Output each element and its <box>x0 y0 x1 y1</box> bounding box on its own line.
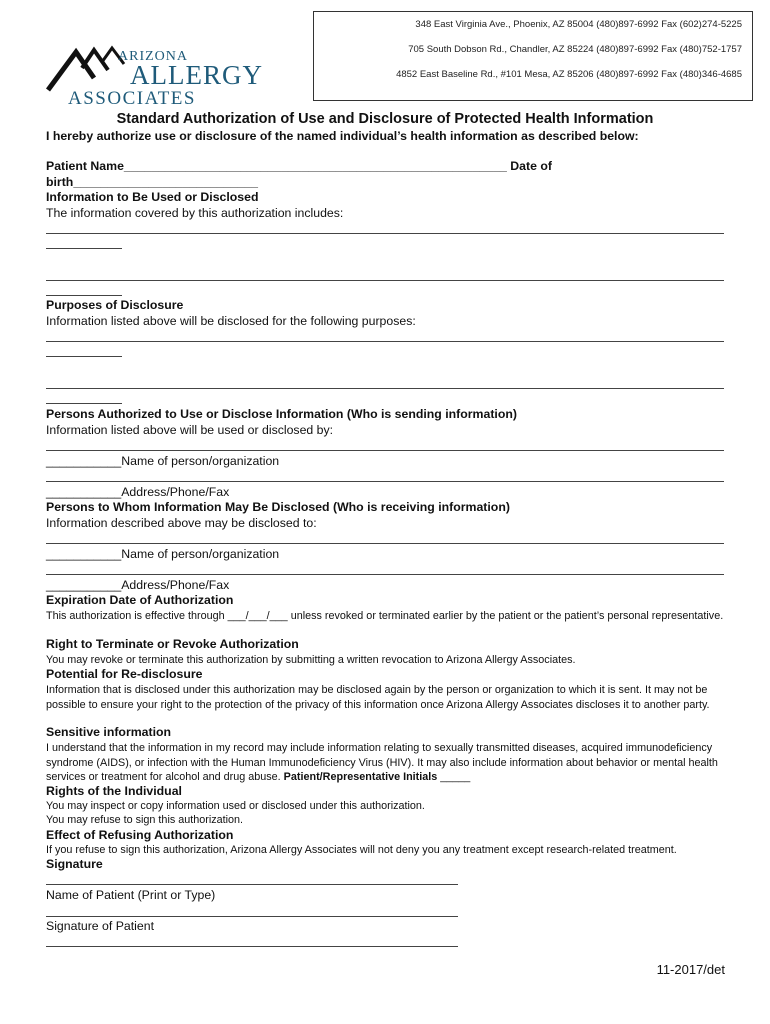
info-line-2[interactable] <box>46 280 724 281</box>
logo-text-allergy: ALLERGY <box>130 60 263 90</box>
purposes-line-2[interactable] <box>46 388 724 389</box>
sensitive-text <box>46 741 726 785</box>
expiration-heading: Expiration Date of Authorization <box>46 593 234 607</box>
blank: ___________ <box>46 454 122 468</box>
refusing-text: If you refuse to sign this authorization, Arizona Allergy Associates will not deny you any treatment except research-related treatment. <box>46 844 677 856</box>
info-text: The information covered by this authorization includes: <box>46 206 344 220</box>
birth-date-field[interactable]: birth___________________________ <box>46 175 258 189</box>
redisclosure-heading: Potential for Re-disclosure <box>46 667 203 681</box>
arizona-allergy-associates-logo <box>46 40 263 109</box>
revoke-text: You may revoke or terminate this authorization by submitting a written revocation to Arizona Allergy Associates. <box>46 654 576 666</box>
info-line-1-end[interactable] <box>46 248 122 249</box>
name-org-label: Name of person/organization <box>121 454 280 468</box>
purposes-line-1-end[interactable] <box>46 356 122 357</box>
blank: ___________ <box>46 485 122 499</box>
form-version-code: 11-2017/det <box>656 962 725 977</box>
extra-signature-line[interactable] <box>46 946 458 947</box>
patient-name-print-line[interactable] <box>46 884 458 885</box>
info-line-2-end[interactable] <box>46 295 122 296</box>
address-phoenix: 348 East Virginia Ave., Phoenix, AZ 85004 (480)897-6992 Fax (602)274-5225 <box>415 19 742 30</box>
persons-authorized-text: Information listed above will be used or disclosed by: <box>46 423 334 437</box>
revoke-heading: Right to Terminate or Revoke Authorization <box>46 637 299 651</box>
persons-receiving-text: Information described above may be disclosed to: <box>46 516 317 530</box>
address-chandler: 705 South Dobson Rd., Chandler, AZ 85224 (480)897-6992 Fax (480)752-1757 <box>408 44 742 55</box>
expiration-text: This authorization is effective through ___/___/___ unless revoked or terminated earlier by the patient or the patient’s personal representative. <box>46 610 724 622</box>
purposes-line-1[interactable] <box>46 341 724 342</box>
patient-signature-label: Signature of Patient <box>46 919 155 933</box>
purposes-text: Information listed above will be disclosed for the following purposes: <box>46 314 416 328</box>
receiver-line-2[interactable] <box>46 574 724 575</box>
blank: ___________ <box>46 547 122 561</box>
logo-text-associates: ASSOCIATES <box>68 88 196 109</box>
patient-name-print-label: Name of Patient (Print or Type) <box>46 888 216 902</box>
receiver-line-1[interactable] <box>46 543 724 544</box>
sender-address-field <box>46 485 229 499</box>
redisclosure-text: Information that is disclosed under this authorization may be disclosed again by the person or organization to which it is sent. It may not be possible to ensure your right to the protection of the privacy of this information once Arizona Allergy Associates discloses it to another party. <box>46 684 710 711</box>
patient-signature-line[interactable] <box>46 916 458 917</box>
address-label: Address/Phone/Fax <box>121 485 230 499</box>
info-heading: Information to Be Used or Disclosed <box>46 190 259 204</box>
clinic-addresses-box <box>313 11 753 101</box>
logo-text-arizona: ARIZONA <box>118 49 188 64</box>
signature-heading: Signature <box>46 857 103 871</box>
blank: ___________ <box>46 578 122 592</box>
refusing-heading: Effect of Refusing Authorization <box>46 828 234 842</box>
initials-label: Patient/Representative Initials <box>283 771 438 783</box>
form-title: Standard Authorization of Use and Disclosure of Protected Health Information <box>116 111 654 127</box>
purposes-heading: Purposes of Disclosure <box>46 298 184 312</box>
address-mesa: 4852 East Baseline Rd., #101 Mesa, AZ 85206 (480)897-6992 Fax (480)346-4685 <box>396 69 742 80</box>
patient-name-field[interactable]: Patient Name________________________________________________________ Date of <box>46 159 552 173</box>
rights-text-1: You may inspect or copy information used or disclosed under this authorization. <box>46 800 425 812</box>
rights-text-2: You may refuse to sign this authorization. <box>46 814 244 826</box>
name-org-label: Name of person/organization <box>121 547 280 561</box>
sensitive-heading: Sensitive information <box>46 725 172 739</box>
receiver-address-field <box>46 578 229 592</box>
purposes-line-2-end[interactable] <box>46 403 122 404</box>
sensitive-body: I understand that the information in my record may include information relating to sexually transmitted diseases, acquired immunodeficiency syndrome (AIDS), or infection with the Human Immunodeficiency Virus (HIV). It may also include information about behavior or mental health services or treatment for alcohol and drug abuse. <box>46 742 718 783</box>
initials-field[interactable]: _____ <box>437 771 471 783</box>
rights-heading: Rights of the Individual <box>46 784 182 798</box>
receiver-name-field <box>46 547 279 561</box>
address-label: Address/Phone/Fax <box>121 578 230 592</box>
info-line-1[interactable] <box>46 233 724 234</box>
sender-line-1[interactable] <box>46 450 724 451</box>
sender-line-2[interactable] <box>46 481 724 482</box>
sender-name-field <box>46 454 279 468</box>
form-subtitle: I hereby authorize use or disclosure of the named individual’s health information as described below: <box>46 129 639 143</box>
persons-authorized-heading: Persons Authorized to Use or Disclose Information (Who is sending information) <box>46 407 517 421</box>
persons-receiving-heading: Persons to Whom Information May Be Disclosed (Who is receiving information) <box>46 500 510 514</box>
